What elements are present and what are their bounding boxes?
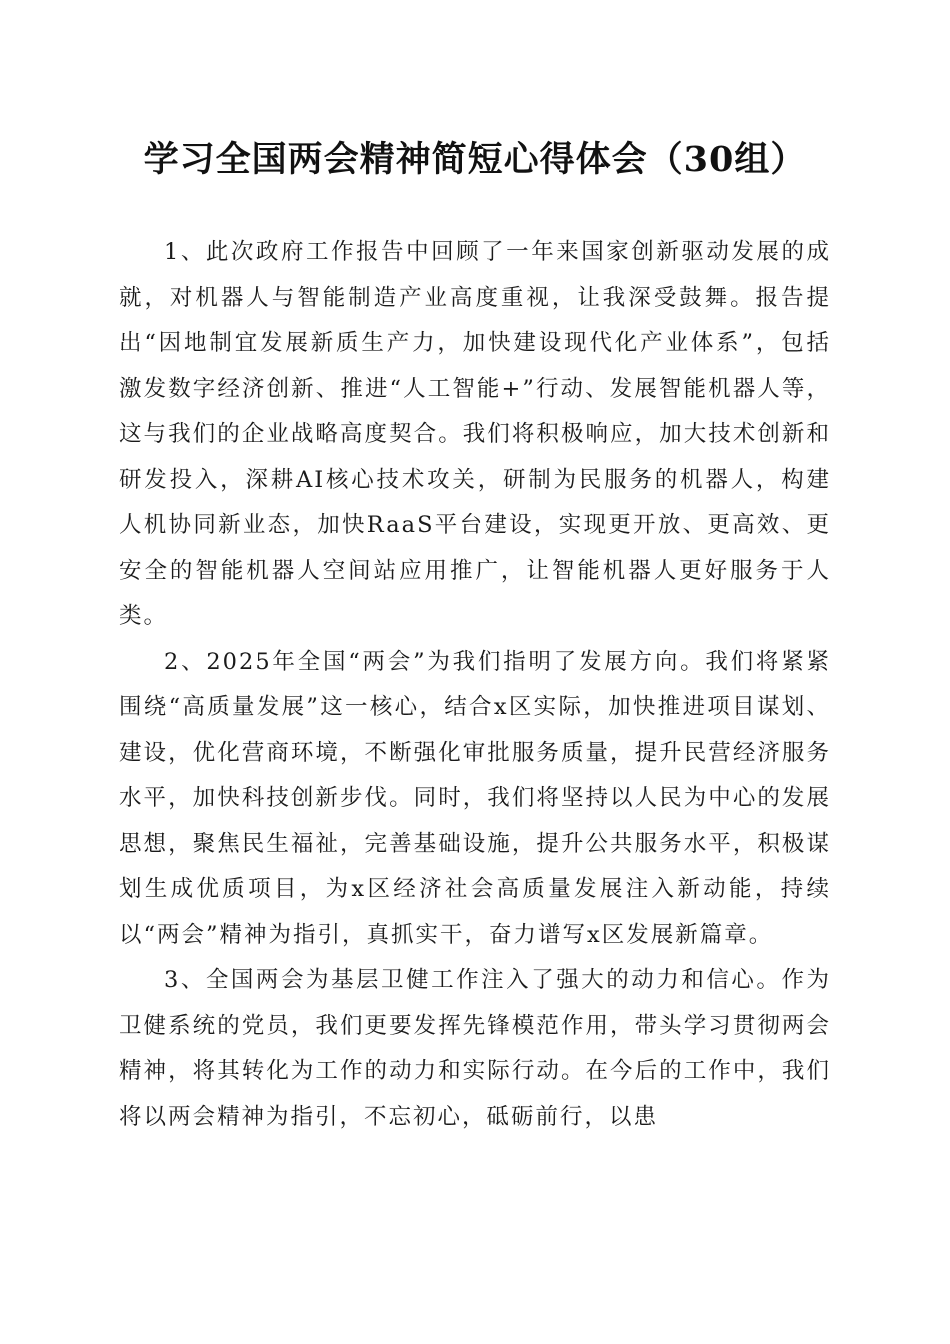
document-title: 学习全国两会精神简短心得体会（30组） <box>143 139 807 180</box>
paragraph-2: 2、2025年全国“两会”为我们指明了发展方向。我们将紧紧围绕“高质量发展”这一核心，结合x区实际，加快推进项目谋划、建设，优化营商环境，不断强化审批服务质量，提升民营经济服务水平，加快科技创新步伐。同时，我们将坚持以人民为中心的发展思想，聚焦民生福祉，完善基础设施，提升公共服务水平，积极谋划生成优质项目，为x区经济社会高质量发展注入新动能，持续以“两会”精神为指引，真抓实干，奋力谱写x区发展新篇章。 <box>119 648 831 948</box>
paragraph-1: 1、此次政府工作报告中回顾了一年来国家创新驱动发展的成就，对机器人与智能制造产业高度重视，让我深受鼓舞。报告提出“因地制宜发展新质生产力，加快建设现代化产业体系”，包括激发数字经济创新、推进“人工智能+”行动、发展智能机器人等，这与我们的企业战略高度契合。我们将积极响应，加大技术创新和研发投入，深耕AI核心技术攻关，研制为民服务的机器人，构建人机协同新业态，加快RaaS平台建设，实现更开放、更高效、更安全的智能机器人空间站应用推广，让智能机器人更好服务于人类。 <box>119 239 831 629</box>
document-body <box>119 230 831 1140</box>
paragraph-3: 3、全国两会为基层卫健工作注入了强大的动力和信心。作为卫健系统的党员，我们更要发挥先锋模范作用，带头学习贯彻两会精神，将其转化为工作的动力和实际行动。在今后的工作中，我们将以两会精神为指引，不忘初心，砥砺前行，以患 <box>119 967 831 1130</box>
